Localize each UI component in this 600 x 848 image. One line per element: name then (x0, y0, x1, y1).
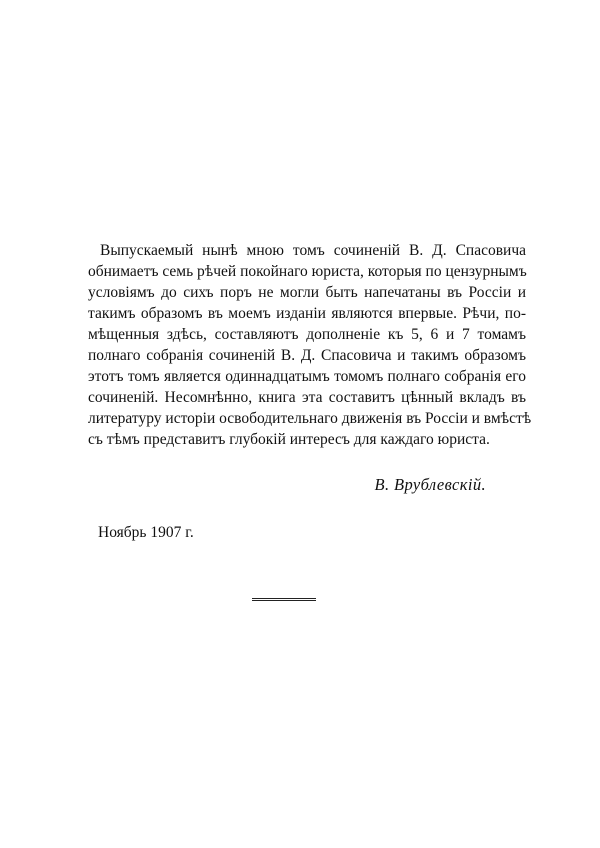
preface-line: этотъ томъ является одиннадцатымъ томомъ полнаго собранія его (88, 368, 526, 385)
preface-line: литературу исторіи освободительнаго движенія въ Россіи и вмѣстѣ (88, 410, 532, 427)
preface-line: Выпускаемый нынѣ мною томъ сочиненій В. Д. Спасовича (100, 242, 526, 259)
preface-line: такимъ образомъ въ моемъ изданіи являются впервые. Рѣчи, по- (88, 305, 526, 322)
preface-line: сочиненій. Несомнѣнно, книга эта составитъ цѣнный вкладъ въ (88, 389, 526, 406)
preface-paragraph (88, 240, 532, 450)
decorative-rule (252, 598, 316, 601)
preface-line: съ тѣмъ представитъ глубокій интересъ для каждаго юриста. (88, 431, 490, 448)
preface-line: обнимаетъ семь рѣчей покойнаго юриста, которыя по цензурнымъ (88, 263, 527, 280)
preface-line: полнаго собранія сочиненій В. Д. Спасовича и такимъ образомъ (88, 347, 526, 364)
date-line: Ноябрь 1907 г. (98, 524, 194, 541)
preface-line: условіямъ до сихъ поръ не могли быть напечатаны въ Россіи и (88, 284, 526, 301)
preface-line: мѣщенныя здѣсь, составляютъ дополненіе къ 5, 6 и 7 томамъ (88, 326, 526, 343)
author-signature: В. Врублевскій. (374, 475, 486, 494)
